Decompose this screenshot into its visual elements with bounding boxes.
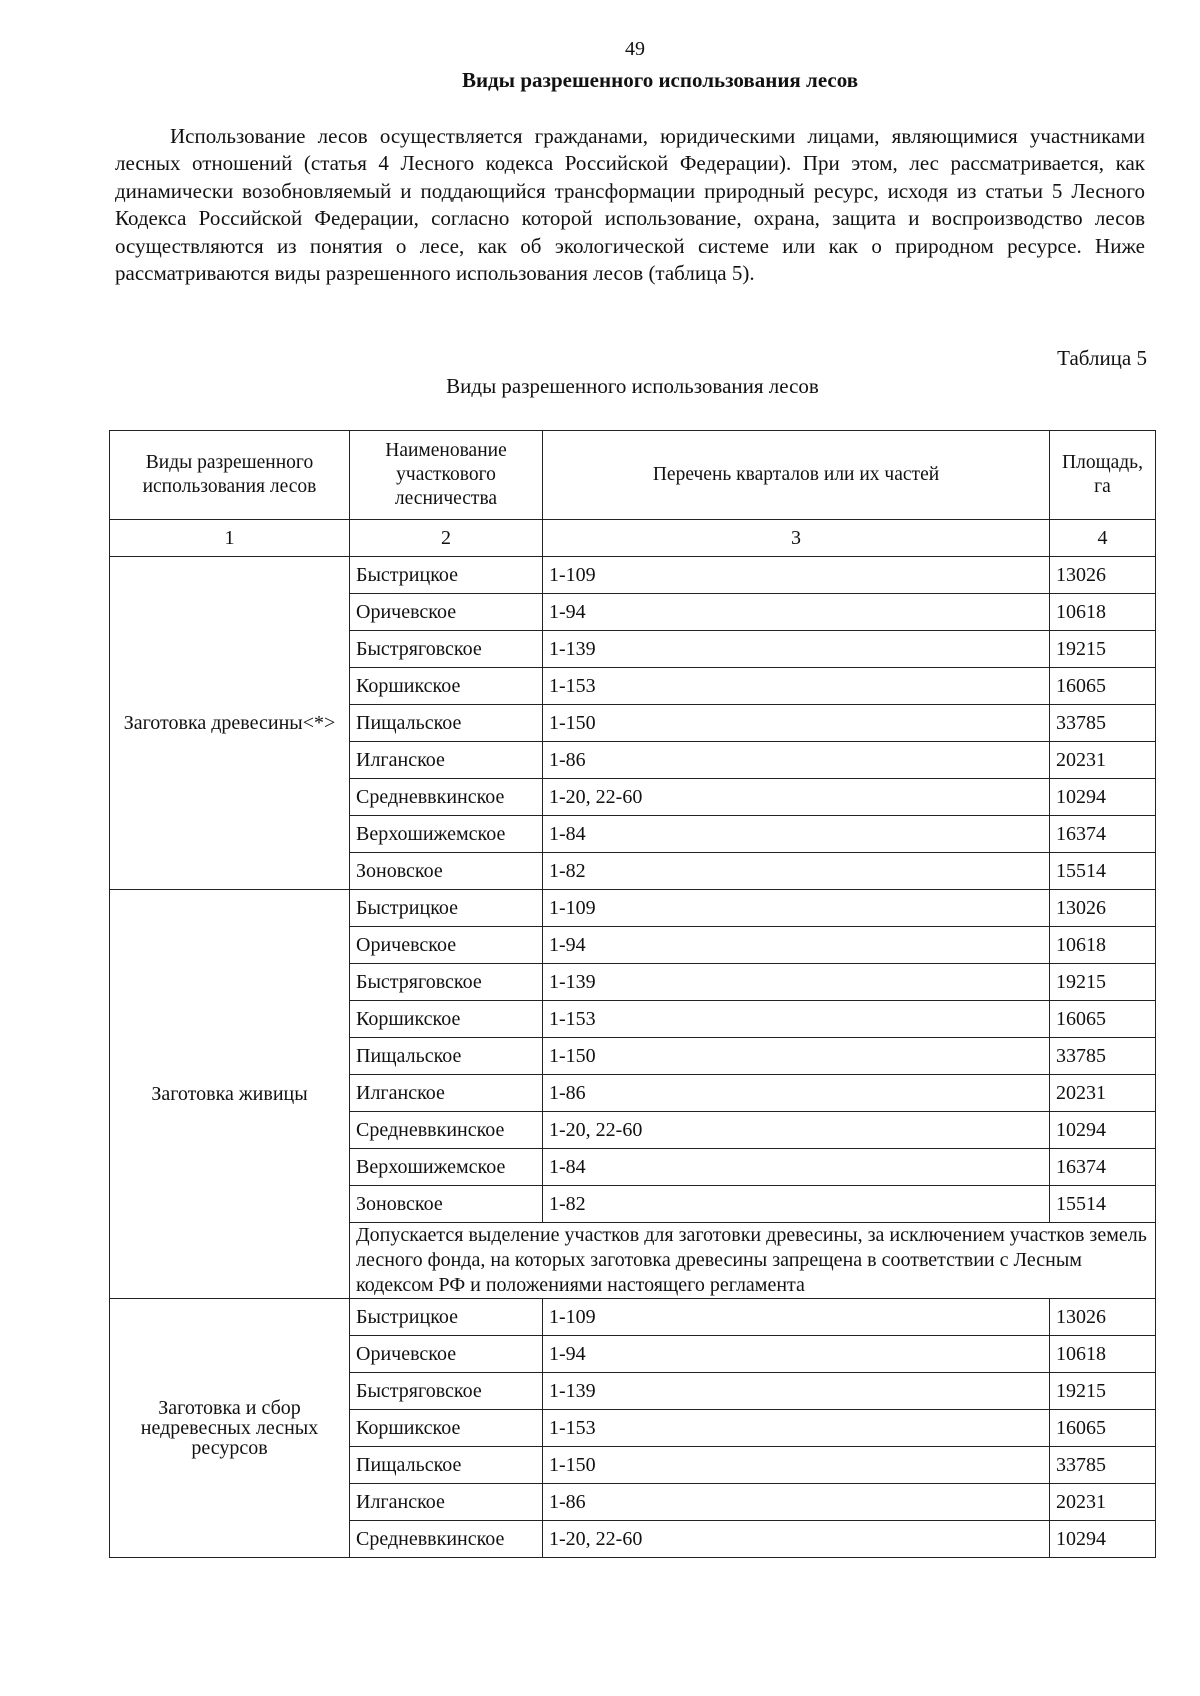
header-usage: Виды разрешенного использования лесов [110,431,350,520]
quarters-cell: 1-94 [543,1336,1050,1373]
area-cell: 16065 [1050,668,1156,705]
quarters-cell: 1-139 [543,1373,1050,1410]
area-cell: 33785 [1050,1447,1156,1484]
usage-type-cell: Заготовка живицы [110,890,350,1299]
quarters-cell: 1-20, 22-60 [543,779,1050,816]
forestry-name-cell: Быстрицкое [350,557,543,594]
forestry-name-cell: Зоновское [350,853,543,890]
quarters-cell: 1-153 [543,668,1050,705]
table-body [110,520,1156,1558]
area-cell: 13026 [1050,890,1156,927]
column-number-row [110,520,1156,557]
forestry-name-cell: Пищальское [350,1038,543,1075]
forestry-name-cell: Илганское [350,742,543,779]
area-cell: 33785 [1050,1038,1156,1075]
table-label: Таблица 5 [1057,346,1147,370]
forestry-name-cell: Быстряговское [350,631,543,668]
quarters-cell: 1-84 [543,1149,1050,1186]
quarters-cell: 1-109 [543,557,1050,594]
section-heading: Виды разрешенного использования лесов [461,68,859,92]
column-number: 4 [1050,520,1156,557]
quarters-cell: 1-84 [543,816,1050,853]
quarters-cell: 1-86 [543,742,1050,779]
forestry-name-cell: Оричевское [350,1336,543,1373]
forestry-name-cell: Быстряговское [350,1373,543,1410]
forestry-name-cell: Быстрицкое [350,1299,543,1336]
area-cell: 16374 [1050,816,1156,853]
forestry-name-cell: Оричевское [350,594,543,631]
area-cell: 16374 [1050,1149,1156,1186]
forestry-name-cell: Пищальское [350,1447,543,1484]
area-cell: 19215 [1050,1373,1156,1410]
area-cell: 13026 [1050,557,1156,594]
quarters-cell: 1-82 [543,1186,1050,1223]
forestry-name-cell: Средневвкинское [350,1112,543,1149]
forestry-name-cell: Средневвкинское [350,1521,543,1558]
area-cell: 16065 [1050,1001,1156,1038]
page-number: 49 [625,38,645,60]
quarters-cell: 1-153 [543,1001,1050,1038]
forestry-name-cell: Илганское [350,1075,543,1112]
usage-type-cell: Заготовка и сбор недревесных лесных ресурсов [110,1299,350,1558]
area-cell: 19215 [1050,964,1156,1001]
area-cell: 10294 [1050,779,1156,816]
table-row [110,1299,1156,1336]
forestry-name-cell: Быстрицкое [350,890,543,927]
usage-table [109,430,1156,1558]
area-cell: 20231 [1050,742,1156,779]
table-title: Виды разрешенного использования лесов [446,374,819,398]
area-cell: 10618 [1050,927,1156,964]
area-cell: 10618 [1050,594,1156,631]
forestry-name-cell: Верхошижемское [350,1149,543,1186]
area-cell: 13026 [1050,1299,1156,1336]
quarters-cell: 1-150 [543,1447,1050,1484]
forestry-name-cell: Средневвкинское [350,779,543,816]
forestry-name-cell: Коршикское [350,668,543,705]
usage-type-cell: Заготовка древесины<*> [110,557,350,890]
area-cell: 33785 [1050,705,1156,742]
quarters-cell: 1-20, 22-60 [543,1112,1050,1149]
note-cell: Допускается выделение участков для заготовки древесины, за исключением участков земель лесного фонда, на которых заготовка древесины запрещена в соответствии с Лесным кодексом РФ и положениями настоящего регламента [350,1223,1156,1299]
quarters-cell: 1-109 [543,1299,1050,1336]
area-cell: 10618 [1050,1336,1156,1373]
quarters-cell: 1-139 [543,964,1050,1001]
area-cell: 10294 [1050,1521,1156,1558]
forestry-name-cell: Верхошижемское [350,816,543,853]
forestry-name-cell: Оричевское [350,927,543,964]
quarters-cell: 1-86 [543,1075,1050,1112]
quarters-cell: 1-82 [543,853,1050,890]
column-number: 1 [110,520,350,557]
quarters-cell: 1-94 [543,594,1050,631]
quarters-cell: 1-86 [543,1484,1050,1521]
column-number: 2 [350,520,543,557]
quarters-cell: 1-94 [543,927,1050,964]
forestry-name-cell: Илганское [350,1484,543,1521]
header-forestry: Наименование участкового лесничества [350,431,543,520]
quarters-cell: 1-139 [543,631,1050,668]
header-quarters: Перечень кварталов или их частей [543,431,1050,520]
intro-paragraph: Использование лесов осуществляется гражданами, юридическими лицами, являющимися участниками лесных отношений (статья 4 Лесного кодекса Российской Федерации). При этом, лес рассматривается, как динамически возобновляемый и поддающийся трансформации природный ресурс, исходя из статьи 5 Лесного Кодекса Российской Федерации, согласно которой использование, охрана, защита и воспроизводство лесов осуществляются из понятия о лесе, как об экологической системе или как о природном ресурсе. Ниже рассматриваются виды разрешенного использования лесов (таблица 5). [115,124,1145,286]
quarters-cell: 1-109 [543,890,1050,927]
table-row [110,890,1156,927]
table-row [110,557,1156,594]
table-header-row [110,431,1156,520]
forestry-name-cell: Коршикское [350,1001,543,1038]
area-cell: 19215 [1050,631,1156,668]
area-cell: 20231 [1050,1075,1156,1112]
forestry-name-cell: Пищальское [350,705,543,742]
area-cell: 10294 [1050,1112,1156,1149]
column-number: 3 [543,520,1050,557]
header-area: Площадь, га [1050,431,1156,520]
forestry-name-cell: Быстряговское [350,964,543,1001]
area-cell: 16065 [1050,1410,1156,1447]
forestry-name-cell: Зоновское [350,1186,543,1223]
quarters-cell: 1-20, 22-60 [543,1521,1050,1558]
quarters-cell: 1-150 [543,1038,1050,1075]
area-cell: 15514 [1050,1186,1156,1223]
area-cell: 15514 [1050,853,1156,890]
quarters-cell: 1-150 [543,705,1050,742]
area-cell: 20231 [1050,1484,1156,1521]
quarters-cell: 1-153 [543,1410,1050,1447]
forestry-name-cell: Коршикское [350,1410,543,1447]
